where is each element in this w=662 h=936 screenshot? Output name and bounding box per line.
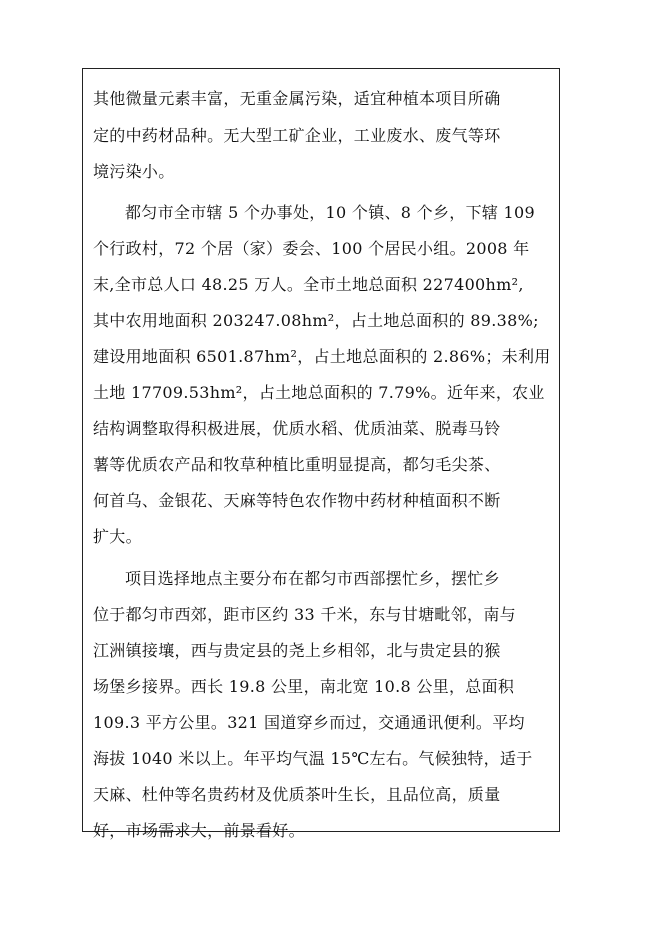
paragraph-3-line-6: 海拔 1040 米以上。年平均气温 15℃左右。气候独特，适于	[93, 749, 533, 768]
paragraph-3-line-7: 天麻、杜仲等名贵药材及优质茶叶生长，且品位高，质量	[93, 785, 501, 804]
paragraph-2-line-8: 薯等优质农产品和牧草种植比重明显提高，都匀毛尖茶、	[93, 455, 501, 474]
paragraph-1-line-1: 其他微量元素丰富，无重金属污染，适宜种植本项目所确	[93, 89, 501, 108]
paragraph-2-line-6: 土地 17709.53hm²，占土地总面积的 7.79%。近年来，农业	[93, 383, 545, 402]
paragraph-3-line-1: 项目选择地点主要分布在都匀市西部摆忙乡，摆忙乡	[125, 569, 500, 588]
paragraph-1-line-3: 境污染小。	[93, 162, 175, 181]
paragraph-2-line-4: 其中农用地面积 203247.08hm²，占土地总面积的 89.38%;	[93, 311, 539, 330]
paragraph-2-line-7: 结构调整取得积极进展，优质水稻、优质油菜、脱毒马铃	[93, 419, 501, 438]
paragraph-3-line-3: 江洲镇接壤，西与贵定县的尧上乡相邻，北与贵定县的猴	[93, 641, 501, 660]
paragraph-2-line-10: 扩大。	[93, 527, 142, 546]
paragraph-2-line-5: 建设用地面积 6501.87hm²，占土地总面积的 2.86%；未利用	[93, 347, 551, 366]
paragraph-3-line-8: 好，市场需求大，前景看好。	[93, 821, 305, 840]
paragraph-3-line-4: 场堡乡接界。西长 19.8 公里，南北宽 10.8 公里，总面积	[93, 677, 515, 696]
paragraph-3-line-2: 位于都匀市西郊，距市区约 33 千米，东与甘塘毗邻，南与	[93, 605, 516, 624]
paragraph-2-line-3: 末,全市总人口 48.25 万人。全市土地总面积 227400hm²,	[93, 275, 524, 294]
paragraph-1-line-2: 定的中药材品种。无大型工矿企业，工业废水、废气等环	[93, 126, 501, 145]
paragraph-2-line-9: 何首乌、金银花、天麻等特色农作物中药材种植面积不断	[93, 491, 501, 510]
paragraph-2-line-1: 都匀市全市辖 5 个办事处，10 个镇、8 个乡，下辖 109	[125, 203, 535, 222]
paragraph-2-line-2: 个行政村，72 个居（家）委会、100 个居民小组。2008 年	[93, 239, 530, 258]
table-top-border	[82, 68, 560, 69]
paragraph-3-line-5: 109.3 平方公里。321 国道穿乡而过，交通通讯便利。平均	[93, 713, 525, 732]
